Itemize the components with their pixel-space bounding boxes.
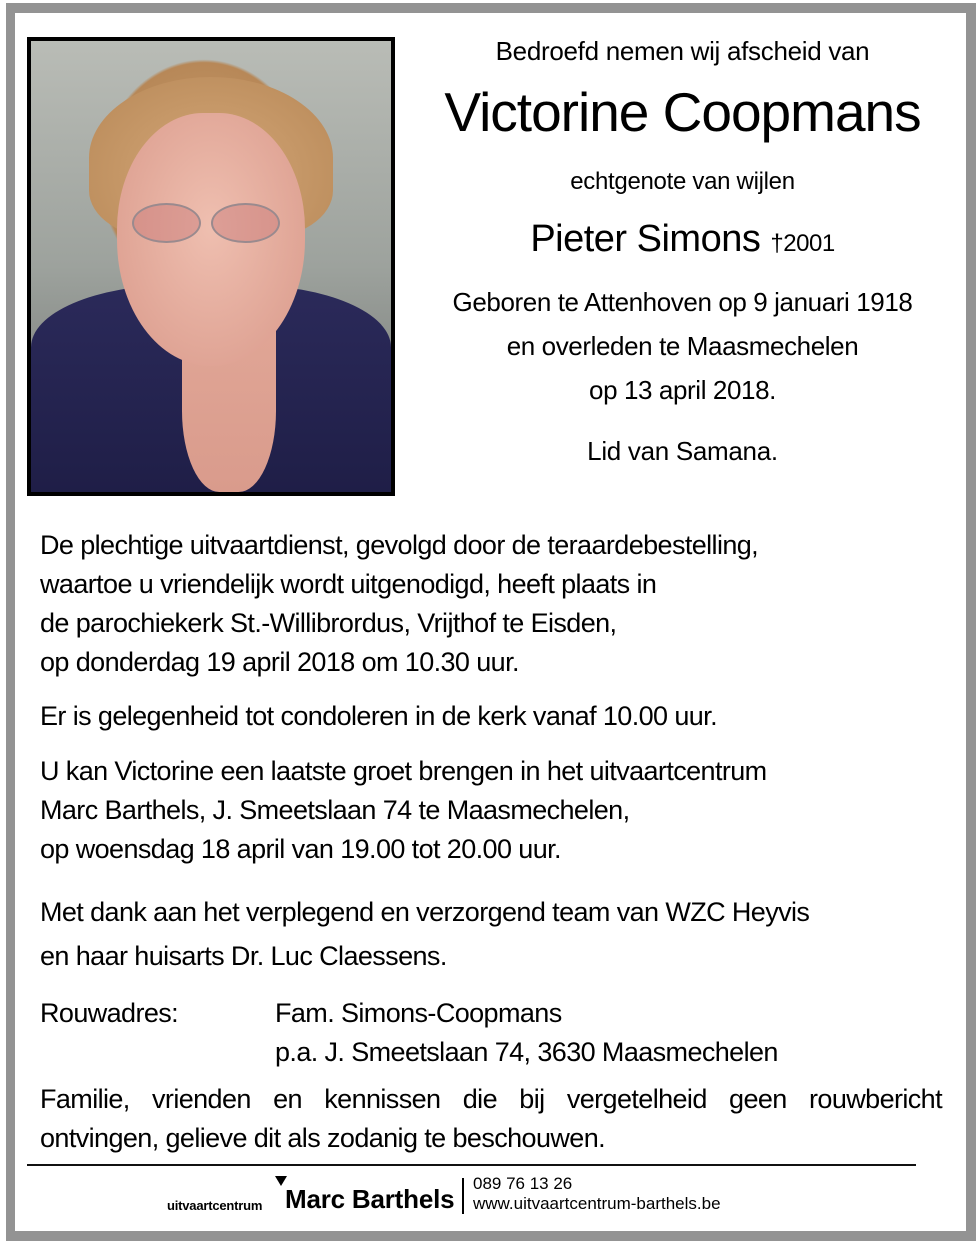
life-dates [410,280,955,412]
thanks-paragraph [40,890,945,978]
death-line-2: op 13 april 2018. [589,375,776,405]
address-line: p.a. J. Smeetslaan 74, 3630 Maasmechelen [275,1037,778,1067]
closing-paragraph: Familie, vrienden en kennissen die bij vergetelheid geen rouwbericht ontvingen, gelieve dit als zodanig te beschouwen. [40,1084,942,1153]
logo-prefix: uitvaartcentrum [167,1198,263,1213]
address-label: Rouwadres: [40,998,179,1028]
viewing-paragraph [40,752,945,869]
service-line: waartoe u vriendelijk wordt uitgenodigd, heeft plaats in [40,569,657,599]
spouse-year: 2001 [783,230,835,257]
logo-name: Marc Barthels [285,1184,455,1214]
funeral-home-footer [0,1172,980,1222]
photo-face [117,113,304,366]
viewing-line: U kan Victorine een laatste groet brengen in het uitvaartcentrum [40,756,767,786]
birth-line: Geboren te Attenhoven op 9 januari 1918 [452,287,913,317]
spouse-line [410,218,955,261]
thanks-line: Met dank aan het verplegend en verzorgend team van WZC Heyvis [40,897,810,927]
condolences-paragraph: Er is gelegenheid tot condoleren in de kerk vanaf 10.00 uur. [40,701,717,731]
logo-separator [462,1178,464,1214]
spouse-name: Pieter Simons [530,218,761,260]
viewing-line: Marc Barthels, J. Smeetslaan 74 te Maasmechelen, [40,795,630,825]
service-paragraph [40,526,945,682]
viewing-line: op woensdag 18 april van 19.00 tot 20.00 uur. [40,834,561,864]
deceased-name: Victorine Coopmans [444,81,921,143]
cross-icon: † [770,230,784,257]
footer-divider [27,1164,916,1166]
membership-text: Lid van Samana. [587,436,778,466]
death-line-1: en overleden te Maasmechelen [506,331,859,361]
website-link[interactable]: www.uitvaartcentrum-barthels.be [473,1194,721,1213]
thanks-line: en haar huisarts Dr. Luc Claessens. [40,941,447,971]
portrait-photo [27,37,395,496]
relation-text: echtgenote van wijlen [570,168,795,195]
address-line: Fam. Simons-Coopmans [275,998,562,1028]
phone-number: 089 76 13 26 [473,1174,573,1193]
service-line: de parochiekerk St.-Willibrordus, Vrijthof te Eisden, [40,608,617,638]
address-value [275,994,778,1072]
service-line: op donderdag 19 april 2018 om 10.30 uur. [40,647,519,677]
photo-glasses-left [132,203,201,243]
intro-text: Bedroefd nemen wij afscheid van [495,36,870,66]
service-line: De plechtige uitvaartdienst, gevolgd door de teraardebestelling, [40,530,759,560]
